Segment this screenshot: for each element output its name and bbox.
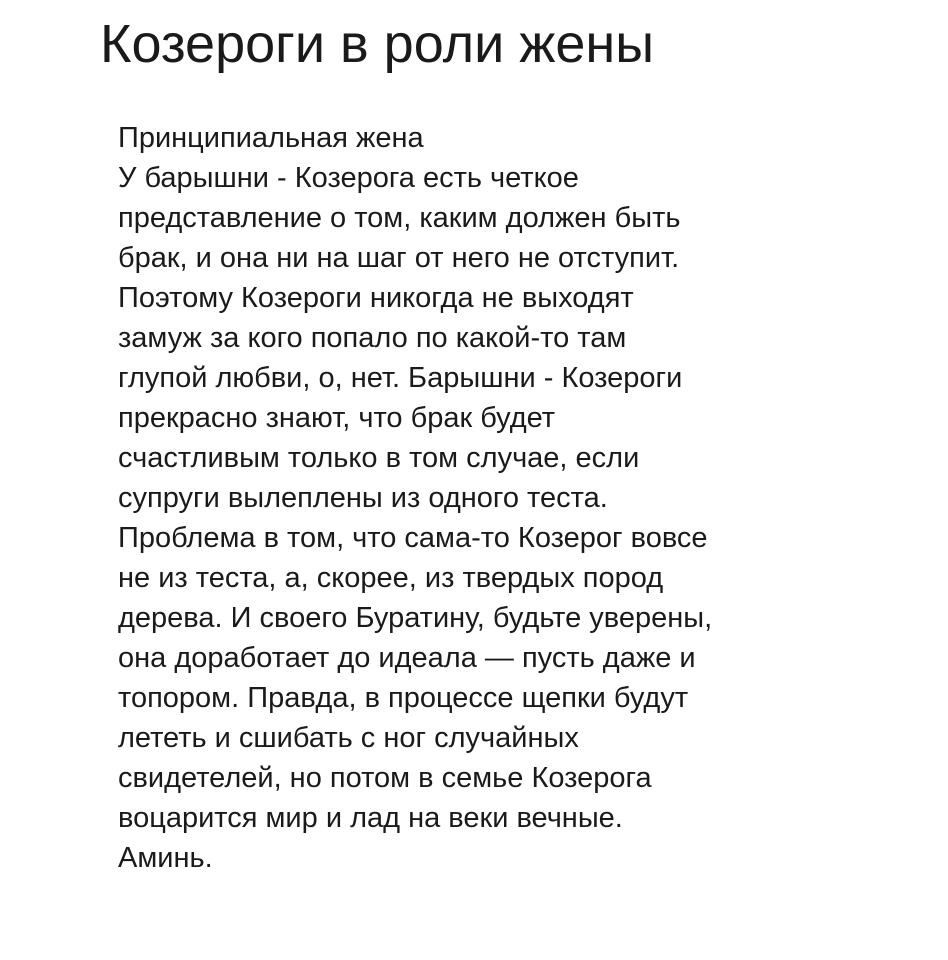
text-line: топором. Правда, в процессе щепки будут (118, 682, 689, 714)
text-line: она доработает до идеала — пусть даже и (118, 642, 696, 674)
text-line: прекрасно знают, что брак будет (118, 402, 556, 434)
text-line: счастливым только в том случае, если (118, 442, 640, 474)
text-line: Проблема в том, что сама-то Козерог вовсе (118, 522, 708, 554)
text-line: Принципиальная жена (118, 122, 424, 154)
text-line: глупой любви, о, нет. Барышни - Козероги (118, 362, 683, 394)
text-line: представление о том, каким должен быть (118, 202, 681, 234)
text-line: воцарится мир и лад на веки вечные. (118, 802, 623, 834)
text-line: свидетелей, но потом в семье Козерога (118, 762, 652, 794)
text-line: не из теста, а, скорее, из твердых пород (118, 562, 664, 594)
text-line: У барышни - Козерога есть четкое (118, 162, 579, 194)
text-line: замуж за кого попало по какой-то там (118, 322, 627, 354)
text-line: брак, и она ни на шаг от него не отступит. (118, 242, 680, 274)
text-line: дерева. И своего Буратину, будьте уверены, (118, 602, 713, 634)
text-line: супруги вылеплены из одного теста. (118, 482, 608, 514)
text-line: Аминь. (118, 842, 213, 874)
document-body (118, 118, 712, 878)
text-line: лететь и сшибать с ног случайных (118, 722, 579, 754)
text-line: Поэтому Козероги никогда не выходят (118, 282, 634, 314)
document-title: Козероги в роли жены (100, 14, 655, 74)
